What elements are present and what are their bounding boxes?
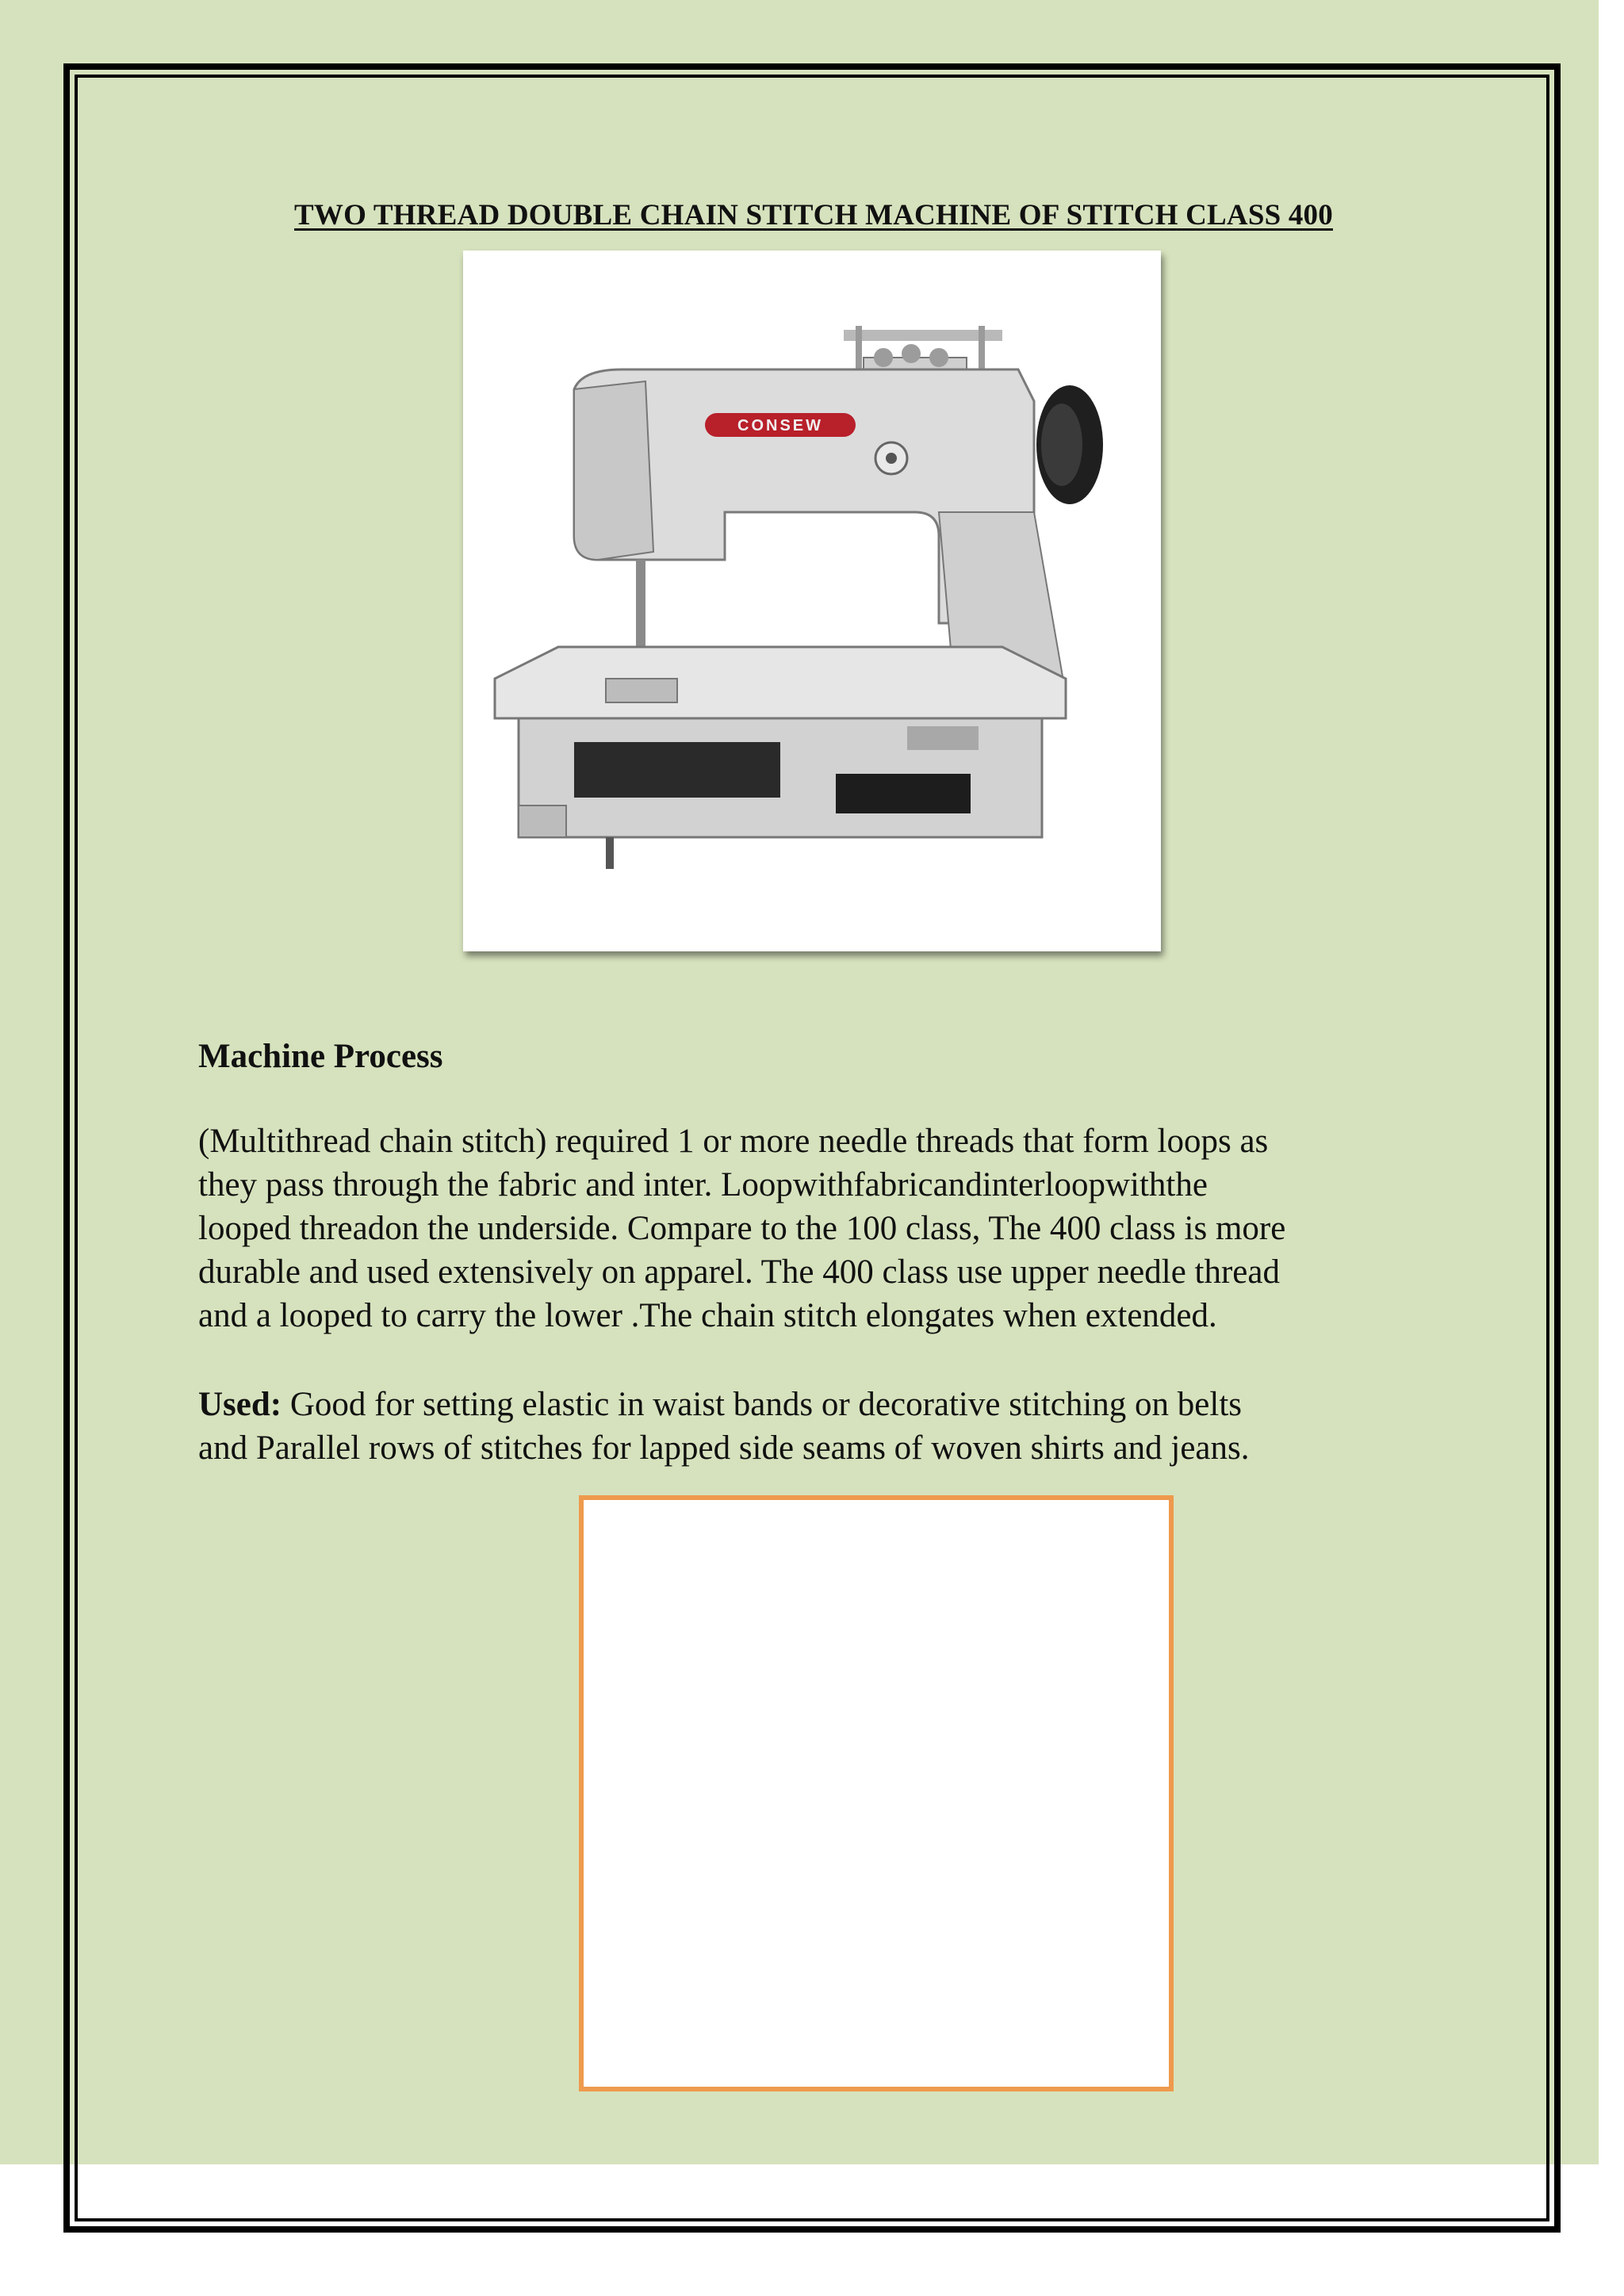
empty-image-placeholder — [579, 1495, 1174, 2091]
paragraph-line: looped threadon the underside. Compare to the 100 class, The 400 class is more — [198, 1210, 1286, 1247]
paragraph-line: they pass through the fabric and inter. Loopwithfabricandinterloopwiththe — [198, 1166, 1208, 1203]
used-text: Good for setting elastic in waist bands or decorative stitching on belts — [282, 1386, 1243, 1423]
used-paragraph — [198, 1383, 1435, 1470]
used-label: Used: — [198, 1386, 282, 1423]
paragraph-line: and a looped to carry the lower .The chain stitch elongates when extended. — [198, 1297, 1217, 1334]
section-heading-machine-process: Machine Process — [198, 1038, 443, 1075]
document-title: TWO THREAD DOUBLE CHAIN STITCH MACHINE OF STITCH CLASS 400 — [294, 199, 1333, 232]
used-line-1 — [198, 1383, 1435, 1426]
sewing-machine-image — [463, 251, 1161, 951]
machine-process-paragraph — [198, 1119, 1435, 1337]
used-line-2: and Parallel rows of stitches for lapped side seams of woven shirts and jeans. — [198, 1429, 1250, 1467]
paragraph-line: durable and used extensively on apparel. The 400 class use upper needle thread — [198, 1253, 1280, 1291]
paragraph-line: (Multithread chain stitch) required 1 or more needle threads that form loops as — [198, 1123, 1269, 1160]
brand-label: CONSEW — [737, 417, 823, 434]
